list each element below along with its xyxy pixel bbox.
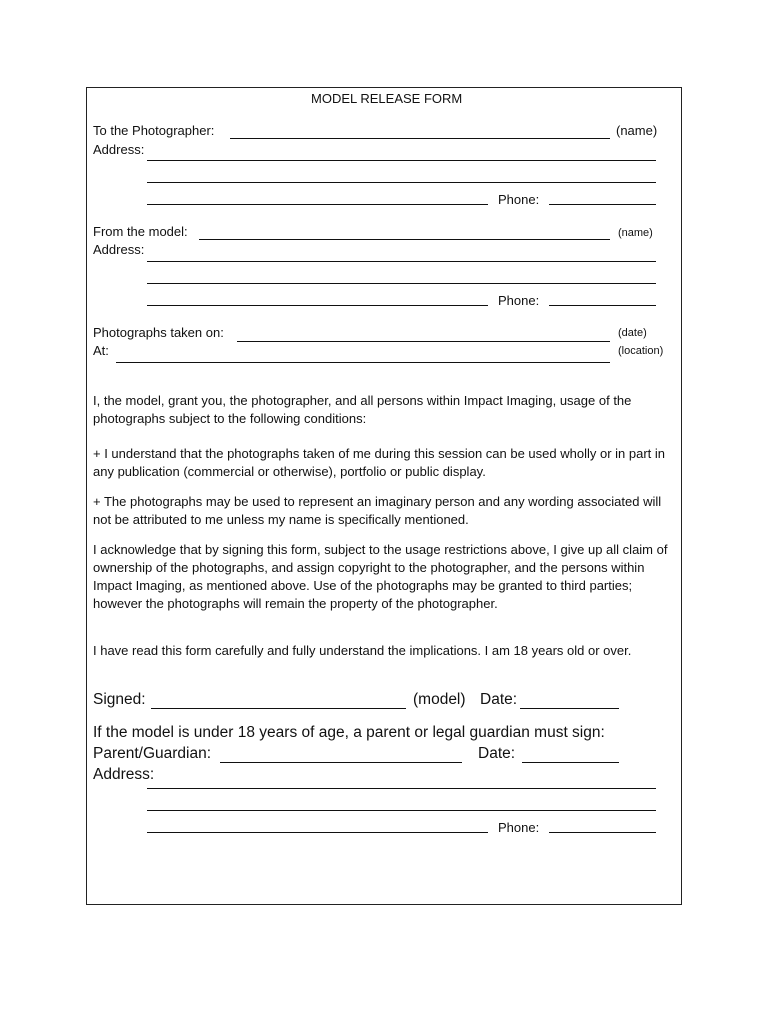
guardian-address-line3-input[interactable] <box>147 817 488 831</box>
guardian-phone-line <box>549 832 656 833</box>
model-phone-input[interactable] <box>549 290 656 304</box>
form-title: MODEL RELEASE FORM <box>311 91 463 106</box>
taken-on-date-input[interactable] <box>237 326 610 340</box>
condition-2: + The photographs may be used to represent an imaginary person and any wording associated will not be attributed to me unless my name is specifically mentioned. <box>93 494 662 527</box>
model-phone-label: Phone: <box>498 293 540 308</box>
guardian-date-label: Date: <box>478 745 516 762</box>
date-hint: (date) <box>618 327 647 339</box>
photographer-name-input[interactable] <box>230 123 610 137</box>
grant-paragraph: I, the model, grant you, the photographer, and all persons within Impact Imaging, usage of the photographs subject to the following conditions: <box>93 393 632 426</box>
guardian-address-line3 <box>147 832 488 833</box>
model-name-hint: (name) <box>618 227 653 239</box>
photographer-phone-input[interactable] <box>549 189 656 203</box>
photographer-address-line2-input[interactable] <box>147 167 656 181</box>
model-name-line <box>199 239 610 240</box>
guardian-address-line1-input[interactable] <box>147 773 656 787</box>
model-address-label: Address: <box>93 242 145 257</box>
location-hint: (location) <box>618 345 664 357</box>
location-label: At: <box>93 343 109 358</box>
guardian-phone-label: Phone: <box>498 820 540 835</box>
guardian-name-line <box>220 762 462 763</box>
location-input[interactable] <box>116 347 610 361</box>
signed-label: Signed: <box>93 691 146 708</box>
guardian-date-line <box>522 762 619 763</box>
guardian-address-line2 <box>147 810 656 811</box>
model-label: From the model: <box>93 224 188 239</box>
taken-on-date-line <box>237 341 610 342</box>
model-address-line2 <box>147 283 656 284</box>
condition-1: + I understand that the photographs taken of me during this session can be used wholly or in part in any publication (commercial or otherwise), portfolio or public display. <box>93 446 665 479</box>
photographer-phone-line <box>549 204 656 205</box>
model-address-line3 <box>147 305 488 306</box>
photographer-phone-label: Phone: <box>498 192 540 207</box>
guardian-address-label: Address: <box>93 766 155 783</box>
guardian-date-input[interactable] <box>522 747 619 761</box>
read-paragraph: I have read this form carefully and fully understand the implications. I am 18 years old or over. <box>93 643 632 658</box>
guardian-address-line1 <box>147 788 656 789</box>
acknowledge-paragraph: I acknowledge that by signing this form, subject to the usage restrictions above, I give up all claim of ownership of the photographs, and assign copyright to the photographer, and the persons within Impact Imaging, as mentioned above. Use of the photographs may be granted to third parties; however the photographs will remain the property of the photographer. <box>93 542 668 611</box>
guardian-phone-input[interactable] <box>549 817 656 831</box>
photographer-address-line3 <box>147 204 488 205</box>
signature-date-label: Date: <box>480 691 518 708</box>
photographer-address-line1 <box>147 160 656 161</box>
signature-input[interactable] <box>151 693 406 707</box>
guardian-notice: If the model is under 18 years of age, a parent or legal guardian must sign: <box>93 724 605 741</box>
photographer-label: To the Photographer: <box>93 123 215 138</box>
photographer-address-line2 <box>147 182 656 183</box>
signature-date-input[interactable] <box>520 693 619 707</box>
photographer-name-line <box>230 138 610 139</box>
photographer-address-line3-input[interactable] <box>147 189 488 203</box>
photographer-address-label: Address: <box>93 142 145 157</box>
model-name-input[interactable] <box>199 224 610 238</box>
guardian-label: Parent/Guardian: <box>93 745 212 762</box>
signature-date-line <box>520 708 619 709</box>
model-address-line1 <box>147 261 656 262</box>
location-line <box>116 362 610 363</box>
photographer-name-hint: (name) <box>616 123 658 138</box>
guardian-address-line2-input[interactable] <box>147 795 656 809</box>
model-address-line3-input[interactable] <box>147 290 488 304</box>
photographer-address-line1-input[interactable] <box>147 145 656 159</box>
model-address-line1-input[interactable] <box>147 246 656 260</box>
model-address-line2-input[interactable] <box>147 268 656 282</box>
model-phone-line <box>549 305 656 306</box>
taken-on-label: Photographs taken on: <box>93 325 224 340</box>
signature-line <box>151 708 406 709</box>
model-hint: (model) <box>413 691 466 708</box>
guardian-name-input[interactable] <box>220 747 462 761</box>
